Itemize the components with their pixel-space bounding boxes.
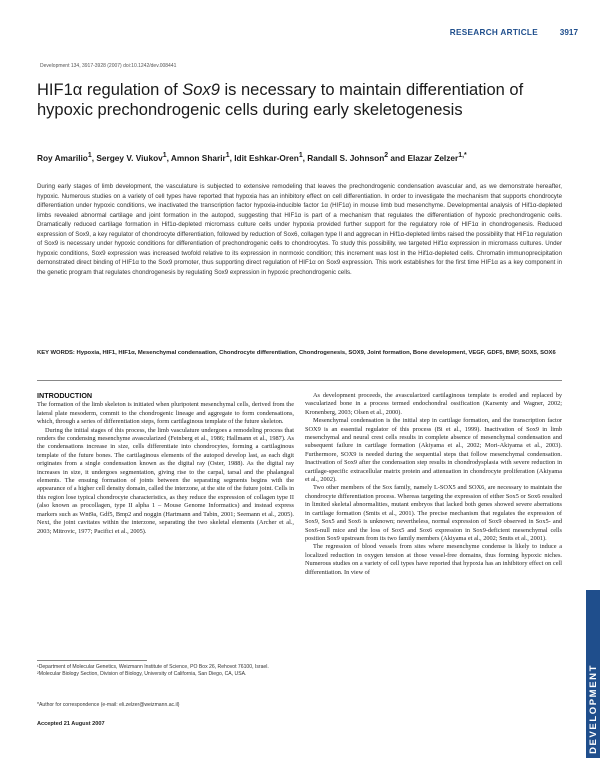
body-paragraph: Two other members of the Sox family, namely L-SOX5 and SOX6, are necessary to maintain the chondrocyte differentiation process. Whereas targeting the expression of either Sox5 or Sox6 resulted in limited skeletal abnormalities, mutant embryos that lacked both genes showed severe aberrations in cartilage formation (Smits et al., 2001). The precise mechanism that regulates the expression of Sox9, Sox5 and Sox6 is unknown; nevertheless, normal expression of Sox9 observed in Sox5- and Sox6-null mice and the loss of Sox5 and Sox6 expression in Sox9-deficient mesenchymal cells position Sox9 upstream from its two family members (Akiyama et al., 2002; Smits et al., 2001).: [305, 484, 562, 542]
author-affiliation: 1: [225, 152, 230, 159]
footnote-divider: [37, 660, 147, 661]
introduction-heading: INTRODUCTION: [37, 391, 93, 400]
author: Amnon Sharir: [170, 152, 226, 163]
running-header: [0, 28, 600, 40]
title-part-2: is necessary to maintain differentiation of hypoxic prechondrogenic cells during early skeletogenesis: [37, 81, 524, 119]
page-number: 3917: [559, 28, 578, 37]
abstract: During early stages of limb development, the vasculature is subjected to extensive remodeling that leaves the prechondrogenic condensation avascular and, as we demonstrate hereafter, hypoxic. Numerous studies on a variety of cell types have reported that hypoxia has an inhibitory effect on cell differentiation. In order to investigate the mechanism that supports chondrocyte differentiation under hypoxic conditions, we inactivated the transcription factor hypoxia-inducible factor 1α (HIF1α) in mouse limb bud mesenchyme. Developmental analysis of Hif1α-depleted limbs revealed abnormal cartilage and joint formation in the autopod, suggesting that HIF1α is part of a mechanism that regulates the differentiation of hypoxic prechondrogenic cells. Dramatically reduced cartilage formation in Hif1α-depleted micromass culture cells under hypoxia provided further support for the regulatory role of HIF1α in chondrogenesis. Reduced expression of Sox9, a key regulator of chondrocyte differentiation, followed by reduction of Sox6, collagen type II and aggrecan in Hif1α-depleted limbs raised the possibility that HIF1α regulation of Sox9 is necessary under hypoxic conditions for differentiation of prechondrogenic cells to chondrocytes. To study this possibility, we targeted Hif1α expression in micromass cultures. Under hypoxic conditions, Sox9 expression was increased twofold relative to its expression in normoxic condition; this increment was lost in the Hif1α-depleted cells. Chromatin immunoprecipitation demonstrated direct binding of HIF1α to the Sox9 promoter, thus supporting direct regulation of HIF1α on Sox9 expression. This work establishes for the first time HIF1α as a key component in the genetic program that regulates chondrogenesis by regulating Sox9 expression in hypoxic prechondrogenic cells.: [37, 183, 562, 276]
body-paragraph: Mesenchymal condensation is the initial step in cartilage formation, and the transcription factor SOX9 is an essential regulator of this process (Bi et al., 1999). Inactivation of Sox9 in limb mesenchymal and neural crest cells results in complete absence of mesenchymal condensation and subsequent failure in cartilage formation (Akiyama et al., 2002; Mori-Akiyama et al., 2003). Furthermore, SOX9 is needed during the sequential steps that follow mesenchymal condensation. Inactivation of Sox9 after the condensation step results in chondrodysplasia with severe reduction in cartilage-specific extracellular matrix protein and attenuation in chondrocyte proliferation (Akiyama et al., 2002).: [305, 417, 562, 484]
title-part-1: HIF1α regulation of: [37, 81, 183, 99]
correspondence: *Author for correspondence (e-mail: eli.zelzer@weizmann.ac.il): [37, 702, 180, 708]
article-title: [37, 81, 557, 120]
journal-sidebar: [586, 590, 600, 758]
author-affiliation: 1,*: [458, 152, 467, 159]
keywords-text: Hypoxia, HIF1, HIF1α, Mesenchymal condensation, Chondrocyte differentiation, Chondrogenesis, SOX9, Joint formation, Bone development, VEGF, GDF5, BMP, SOX5, SOX6: [76, 350, 556, 356]
author-affiliation: 1: [162, 152, 167, 159]
author: Elazar Zelzer: [407, 152, 459, 163]
keywords: [37, 349, 562, 359]
affiliations: ¹Department of Molecular Genetics, Weizmann Institute of Science, PO Box 26, Rehovot 76100, Israel. ²Molecular Biology Section, Division of Biology, University of California, San Diego, CA, USA.: [37, 664, 269, 677]
body-paragraph: The regression of blood vessels from sites where mesenchyme condense is likely to induce a localized reduction in oxygen tension at those vessel-free domains, thus forming hypoxic niches. Numerous studies on a variety of cell types have reported that hypoxia has an inhibitory effect on cell differentiation. In view of: [305, 543, 562, 576]
article-type-label: RESEARCH ARTICLE: [449, 28, 538, 37]
author: Idit Eshkar-Oren: [234, 152, 299, 163]
section-divider: [37, 380, 562, 381]
author: Roy Amarilio: [37, 152, 88, 163]
author-affiliation: 1: [298, 152, 303, 159]
body-paragraph: As development proceeds, the avascularized cartilaginous template is eroded and replaced by vascularized bone in a process termed endochondral ossification (Karsenty and Wagner, 2002; Kronenberg, 2003; Olsen et al., 2000).: [305, 392, 562, 416]
author: Randall S. Johnson: [307, 152, 385, 163]
body-column-left: [37, 392, 294, 536]
body-paragraph: The formation of the limb skeleton is initiated when pluripotent mesenchymal cells, derived from the lateral plate mesoderm, commit to the chondrogenic lineage and aggregate to form condensations, which, through a series of differentiation steps, form cartilaginous template of the future skeleton.: [37, 401, 294, 426]
accepted-date: Accepted 21 August 2007: [37, 721, 105, 727]
body-column-right: [305, 392, 562, 577]
author: Sergey V. Viukov: [96, 152, 163, 163]
journal-name: DEVELOPMENT: [588, 664, 599, 754]
citation-line: Development 134, 3917-3928 (2007) doi:10.1242/dev.008441: [40, 63, 177, 69]
author-list: Roy Amarilio$^1$, Sergey V. Viukov$^1$, Amnon Sharir$^1$, Idit Eshkar-Oren$^1$, Randall S. Johnson$^2$ and Elazar Zelzer$^{1,*}$: [37, 152, 467, 163]
body-paragraph: During the initial stages of this process, the limb vasculature undergoes a remodeling process that renders the condensing mesenchyme avascularized (Feinberg et al., 1986; Hallmann et al., 1987). As the condensations increase in size, cells differentiate into chondrocytes, forming a cartilaginous template of the future bones. The cartilaginous elements of the autopod develop last, as each digit originates from a single condensation known as the digital ray (Oster, 1988). As the digital ray increases in size, it undergoes segmentation, giving rise to the carpal, tarsal and the phalangeal elements. The ensuing formation of joints between the separating segments begins with the appearance of a higher cell density domain, called the interzone, at the site of the future joint. Cells in this region lose typical chondrocyte characteristics, as they reduce the expression of collagen type II (also known as procollagen, type II alpha 1 – Mouse Genome Informatics) and instead express markers such as Wnt9a, Gdf5, Bmp2 and noggin (Hartmann and Tabin, 2001; Seemann et al., 2005). Next, the joint cavitates within the interzone, separating the two skeletal elements (Archer et al., 2003; Mitrovic, 1977; Pacifici et al., 2005).: [37, 426, 294, 535]
author-affiliation: 2: [384, 152, 389, 159]
keywords-label: KEY WORDS:: [37, 350, 75, 356]
author-affiliation: 1: [87, 152, 92, 159]
title-gene: Sox9: [182, 81, 220, 99]
